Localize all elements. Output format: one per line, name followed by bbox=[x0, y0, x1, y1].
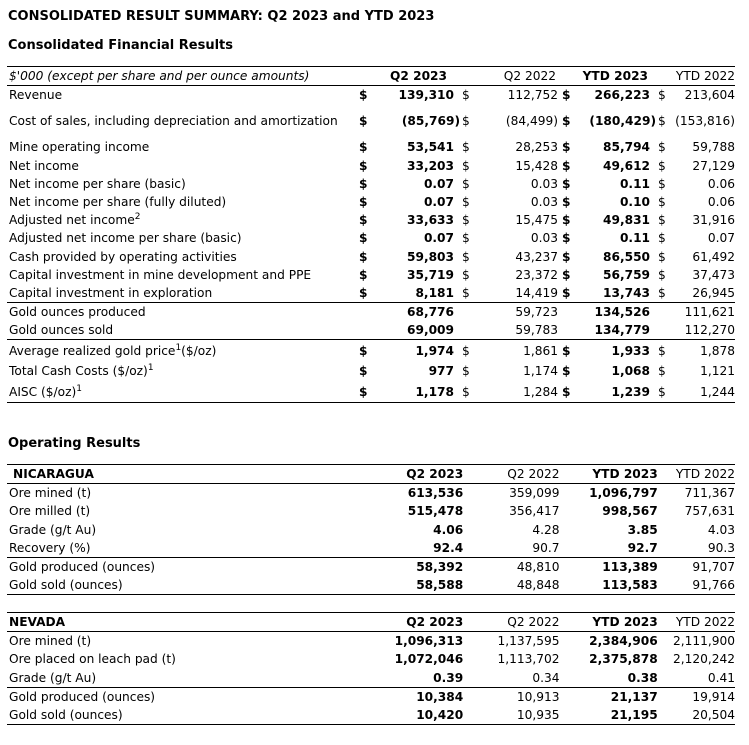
row-label: Gold sold (ounces) bbox=[7, 706, 378, 725]
column-header-ytd-2022: YTD 2022 bbox=[658, 67, 735, 86]
currency-symbol: $ bbox=[359, 176, 368, 191]
value-ytd-2022: 1,878 bbox=[672, 340, 735, 361]
value-q2-2022: 48,810 bbox=[463, 557, 559, 576]
footnote-marker: 1 bbox=[147, 363, 154, 374]
currency-symbol: $ bbox=[562, 213, 571, 228]
row-label: Gold ounces sold bbox=[9, 323, 114, 338]
currency-symbol: $ bbox=[558, 340, 574, 361]
table-row bbox=[7, 361, 735, 382]
row-label bbox=[7, 340, 359, 361]
value-q2-2022: 0.03 bbox=[530, 176, 559, 191]
row-label: Cost of sales, including depreciation and amortization bbox=[9, 114, 338, 129]
table-row bbox=[7, 539, 735, 558]
empty-cell bbox=[462, 321, 476, 340]
value-q2-2023: 1,096,313 bbox=[394, 634, 464, 649]
value-ytd-2023: 21,137 bbox=[559, 687, 657, 706]
value-ytd-2022: 213,604 bbox=[684, 88, 736, 103]
value-ytd-2023: 0.10 bbox=[619, 195, 651, 210]
value-ytd-2023: 13,743 bbox=[603, 285, 651, 300]
column-header-q2-2022: Q2 2022 bbox=[462, 67, 558, 86]
currency-symbol: $ bbox=[462, 114, 470, 129]
value-ytd-2023: 134,526 bbox=[574, 303, 658, 322]
value-ytd-2023: 0.38 bbox=[627, 670, 658, 685]
column-header-label: $'000 (except per share and per ounce amounts) bbox=[7, 67, 359, 86]
footnote-marker: 1 bbox=[76, 383, 83, 394]
value-ytd-2022: 2,111,900 bbox=[672, 634, 735, 649]
value-ytd-2023: 49,612 bbox=[603, 158, 651, 173]
currency-symbol: $ bbox=[562, 267, 571, 282]
table-row bbox=[7, 521, 735, 539]
empty-cell bbox=[658, 321, 672, 340]
table-row bbox=[7, 104, 735, 138]
currency-symbol: $ bbox=[658, 249, 666, 264]
value-ytd-2023: 1,096,797 bbox=[589, 486, 658, 501]
value-ytd-2022: 0.41 bbox=[707, 670, 735, 685]
value-ytd-2022: 711,367 bbox=[684, 486, 735, 501]
table-row bbox=[7, 706, 735, 725]
currency-symbol: $ bbox=[658, 231, 666, 246]
value-q2-2023: 33,203 bbox=[406, 158, 455, 173]
value-ytd-2022: 0.07 bbox=[707, 231, 736, 246]
row-label: Recovery (%) bbox=[9, 540, 91, 555]
currency-symbol: $ bbox=[462, 176, 470, 191]
currency-symbol: $ bbox=[462, 231, 470, 246]
currency-symbol: $ bbox=[359, 249, 368, 264]
currency-symbol: $ bbox=[658, 364, 666, 379]
table-row bbox=[7, 669, 735, 688]
value-ytd-2023: (180,429) bbox=[589, 114, 657, 129]
currency-symbol: $ bbox=[462, 381, 476, 402]
value-q2-2023: 613,536 bbox=[407, 486, 464, 501]
value-q2-2022: 90.7 bbox=[532, 540, 560, 555]
currency-symbol: $ bbox=[359, 158, 368, 173]
column-header-q2-2022: Q2 2022 bbox=[463, 613, 559, 632]
row-label: Gold produced (ounces) bbox=[7, 687, 378, 706]
column-header-q2-2022: Q2 2022 bbox=[463, 465, 559, 484]
currency-symbol: $ bbox=[359, 364, 368, 379]
empty-cell bbox=[359, 321, 377, 340]
currency-symbol: $ bbox=[462, 88, 470, 103]
value-q2-2023: 1,178 bbox=[377, 381, 462, 402]
table-row bbox=[7, 229, 735, 247]
value-q2-2023: 0.07 bbox=[423, 176, 455, 191]
value-q2-2022: 43,237 bbox=[515, 249, 559, 264]
page-title: CONSOLIDATED RESULT SUMMARY: Q2 2023 and YTD 2023 bbox=[8, 9, 435, 24]
row-label bbox=[7, 361, 359, 382]
value-q2-2022: 1,284 bbox=[476, 381, 558, 402]
currency-symbol: $ bbox=[562, 249, 571, 264]
table-row bbox=[7, 557, 735, 576]
row-label: Capital investment in mine development and PPE bbox=[9, 267, 312, 282]
currency-symbol: $ bbox=[462, 340, 476, 361]
table-row bbox=[7, 632, 735, 651]
row-label-text: Adjusted net income bbox=[9, 213, 135, 228]
currency-symbol: $ bbox=[359, 340, 377, 361]
value-q2-2023: 92.4 bbox=[433, 540, 464, 555]
value-q2-2023: 0.07 bbox=[423, 195, 455, 210]
value-ytd-2022: 61,492 bbox=[692, 249, 736, 264]
value-ytd-2023: 134,779 bbox=[594, 323, 651, 338]
currency-symbol: $ bbox=[359, 381, 377, 402]
row-label-text: Average realized gold price bbox=[9, 343, 176, 358]
currency-symbol: $ bbox=[562, 140, 571, 155]
value-ytd-2023: 113,389 bbox=[559, 557, 657, 576]
table-row bbox=[7, 321, 735, 340]
value-q2-2023: 69,009 bbox=[406, 323, 455, 338]
currency-symbol: $ bbox=[462, 249, 470, 264]
row-label: Gold ounces produced bbox=[7, 303, 359, 322]
value-q2-2022: 1,861 bbox=[476, 340, 558, 361]
value-q2-2022: 48,848 bbox=[463, 576, 559, 595]
currency-symbol: $ bbox=[658, 114, 666, 129]
column-header-ytd-2022: YTD 2022 bbox=[658, 465, 735, 484]
value-q2-2022: 112,752 bbox=[507, 88, 559, 103]
value-q2-2023: 139,310 bbox=[398, 88, 455, 103]
table-row bbox=[7, 340, 735, 361]
value-q2-2022: 15,475 bbox=[515, 213, 559, 228]
value-ytd-2022: 757,631 bbox=[684, 504, 735, 519]
table-row bbox=[7, 303, 735, 322]
currency-symbol: $ bbox=[562, 195, 571, 210]
row-label: Net income per share (basic) bbox=[9, 176, 186, 191]
row-label: Net income bbox=[9, 158, 79, 173]
row-label: Grade (g/t Au) bbox=[9, 670, 97, 685]
row-label: Ore mined (t) bbox=[9, 634, 92, 649]
value-q2-2023: 0.07 bbox=[423, 231, 455, 246]
currency-symbol: $ bbox=[562, 231, 571, 246]
table-row bbox=[7, 576, 735, 595]
column-header-ytd-2022: YTD 2022 bbox=[658, 613, 735, 632]
value-ytd-2022: 2,120,242 bbox=[672, 652, 735, 667]
value-q2-2022: 359,099 bbox=[509, 486, 560, 501]
value-q2-2022: 0.03 bbox=[530, 195, 559, 210]
value-q2-2023: 58,392 bbox=[378, 557, 463, 576]
value-q2-2023: 1,072,046 bbox=[394, 652, 464, 667]
row-label: Mine operating income bbox=[9, 140, 150, 155]
row-label-suffix: ($/oz) bbox=[181, 343, 217, 358]
table-row bbox=[7, 86, 735, 105]
value-ytd-2022: 91,707 bbox=[658, 557, 735, 576]
value-q2-2023: (85,769) bbox=[401, 114, 461, 129]
row-label: Cash provided by operating activities bbox=[9, 249, 237, 264]
table-row bbox=[7, 248, 735, 266]
value-q2-2023: 1,974 bbox=[377, 340, 462, 361]
value-ytd-2022: 31,916 bbox=[692, 213, 736, 228]
currency-symbol: $ bbox=[658, 88, 666, 103]
currency-symbol: $ bbox=[562, 158, 571, 173]
value-ytd-2023: 0.11 bbox=[619, 176, 651, 191]
value-ytd-2022: 59,788 bbox=[692, 140, 736, 155]
currency-symbol: $ bbox=[658, 213, 666, 228]
currency-symbol: $ bbox=[658, 381, 672, 402]
value-ytd-2023: 85,794 bbox=[603, 140, 651, 155]
value-q2-2022: 10,913 bbox=[463, 687, 559, 706]
value-q2-2023: 0.39 bbox=[433, 670, 464, 685]
value-ytd-2023: 1,068 bbox=[611, 364, 651, 379]
currency-symbol: $ bbox=[562, 114, 571, 129]
value-q2-2023: 10,384 bbox=[378, 687, 463, 706]
value-ytd-2022: 91,766 bbox=[658, 576, 735, 595]
value-ytd-2022: 1,121 bbox=[700, 364, 736, 379]
value-q2-2022: 10,935 bbox=[463, 706, 559, 725]
value-ytd-2022: 90.3 bbox=[707, 540, 735, 555]
value-ytd-2023: 3.85 bbox=[627, 522, 658, 537]
value-q2-2022: 59,783 bbox=[515, 323, 559, 338]
value-q2-2022: 356,417 bbox=[509, 504, 560, 519]
value-ytd-2022: 112,270 bbox=[684, 323, 736, 338]
value-ytd-2022: 1,244 bbox=[672, 381, 735, 402]
region-label: NICARAGUA bbox=[7, 465, 378, 484]
currency-symbol: $ bbox=[462, 213, 470, 228]
value-q2-2023: 977 bbox=[428, 364, 455, 379]
table-row bbox=[7, 381, 735, 402]
currency-symbol: $ bbox=[658, 195, 666, 210]
value-q2-2022: 0.34 bbox=[532, 670, 560, 685]
currency-symbol: $ bbox=[658, 140, 666, 155]
value-ytd-2023: 266,223 bbox=[594, 88, 651, 103]
value-ytd-2022: 26,945 bbox=[692, 285, 736, 300]
footnote-marker: 1 bbox=[175, 342, 182, 353]
empty-cell bbox=[658, 303, 672, 322]
table-header-row bbox=[7, 613, 735, 632]
value-q2-2023: 4.06 bbox=[433, 522, 464, 537]
currency-symbol: $ bbox=[462, 267, 470, 282]
currency-symbol: $ bbox=[359, 285, 368, 300]
currency-symbol: $ bbox=[359, 88, 368, 103]
table-row bbox=[7, 266, 735, 284]
value-q2-2022: 59,723 bbox=[476, 303, 558, 322]
value-q2-2022: 1,174 bbox=[523, 364, 559, 379]
currency-symbol: $ bbox=[562, 364, 571, 379]
row-label: Adjusted net income per share (basic) bbox=[9, 231, 242, 246]
value-q2-2022: 1,137,595 bbox=[497, 634, 560, 649]
operating-results-heading: Operating Results bbox=[8, 436, 141, 451]
table-row bbox=[7, 687, 735, 706]
value-ytd-2023: 86,550 bbox=[603, 249, 651, 264]
value-q2-2022: 0.03 bbox=[530, 231, 559, 246]
currency-symbol: $ bbox=[359, 231, 368, 246]
value-ytd-2023: 113,583 bbox=[559, 576, 657, 595]
value-ytd-2023: 2,375,878 bbox=[589, 652, 658, 667]
table-row bbox=[7, 175, 735, 193]
row-label: Net income per share (fully diluted) bbox=[9, 195, 227, 210]
empty-cell bbox=[558, 303, 574, 322]
value-q2-2023: 8,181 bbox=[415, 285, 455, 300]
value-ytd-2022: 4.03 bbox=[707, 522, 735, 537]
currency-symbol: $ bbox=[462, 285, 470, 300]
row-label-text: Total Cash Costs ($/oz) bbox=[9, 364, 148, 379]
consolidated-financial-table bbox=[7, 66, 735, 403]
currency-symbol: $ bbox=[558, 381, 574, 402]
row-label bbox=[7, 381, 359, 402]
value-ytd-2023: 1,239 bbox=[574, 381, 658, 402]
currency-symbol: $ bbox=[658, 176, 666, 191]
nevada-operating-table bbox=[7, 612, 735, 725]
value-ytd-2023: 56,759 bbox=[603, 267, 651, 282]
value-ytd-2022: 0.06 bbox=[707, 195, 736, 210]
value-ytd-2022: 27,129 bbox=[692, 158, 736, 173]
currency-symbol: $ bbox=[658, 340, 672, 361]
column-header-q2-2023: Q2 2023 bbox=[359, 67, 462, 86]
table-row bbox=[7, 484, 735, 503]
currency-symbol: $ bbox=[359, 140, 368, 155]
footnote-marker: 2 bbox=[134, 212, 141, 223]
column-header-ytd-2023: YTD 2023 bbox=[559, 613, 657, 632]
currency-symbol: $ bbox=[658, 267, 666, 282]
value-q2-2022: 28,253 bbox=[515, 140, 559, 155]
value-ytd-2022: 37,473 bbox=[692, 267, 736, 282]
currency-symbol: $ bbox=[462, 140, 470, 155]
consolidated-heading: Consolidated Financial Results bbox=[8, 38, 234, 53]
value-ytd-2022: (153,816) bbox=[675, 114, 736, 129]
column-header-q2-2023: Q2 2023 bbox=[378, 613, 463, 632]
value-ytd-2023: 1,933 bbox=[574, 340, 658, 361]
currency-symbol: $ bbox=[359, 267, 368, 282]
value-q2-2023: 10,420 bbox=[378, 706, 463, 725]
currency-symbol: $ bbox=[359, 213, 368, 228]
value-ytd-2022: 111,621 bbox=[672, 303, 735, 322]
column-header-q2-2023: Q2 2023 bbox=[378, 465, 463, 484]
row-label: Revenue bbox=[9, 88, 63, 103]
table-row bbox=[7, 193, 735, 211]
currency-symbol: $ bbox=[462, 364, 470, 379]
currency-symbol: $ bbox=[658, 158, 666, 173]
value-ytd-2023: 92.7 bbox=[627, 540, 658, 555]
row-label: Grade (g/t Au) bbox=[9, 522, 97, 537]
row-label: Gold produced (ounces) bbox=[7, 557, 378, 576]
currency-symbol: $ bbox=[562, 88, 571, 103]
row-label-text: AISC ($/oz) bbox=[9, 384, 77, 399]
currency-symbol: $ bbox=[359, 195, 368, 210]
row-label: Gold sold (ounces) bbox=[7, 576, 378, 595]
value-ytd-2023: 49,831 bbox=[603, 213, 651, 228]
value-ytd-2023: 998,567 bbox=[602, 504, 658, 519]
empty-cell bbox=[359, 303, 377, 322]
value-q2-2022: (84,499) bbox=[505, 114, 559, 129]
currency-symbol: $ bbox=[658, 285, 666, 300]
empty-cell bbox=[462, 303, 476, 322]
value-q2-2023: 515,478 bbox=[407, 504, 464, 519]
value-q2-2023: 53,541 bbox=[406, 140, 455, 155]
nicaragua-operating-table bbox=[7, 464, 735, 595]
value-q2-2022: 15,428 bbox=[515, 158, 559, 173]
row-label: Ore milled (t) bbox=[9, 504, 91, 519]
currency-symbol: $ bbox=[359, 114, 368, 129]
value-q2-2022: 14,419 bbox=[515, 285, 559, 300]
table-header-row bbox=[7, 67, 735, 86]
table-row bbox=[7, 211, 735, 229]
region-label: NEVADA bbox=[7, 613, 378, 632]
value-q2-2023: 68,776 bbox=[377, 303, 462, 322]
value-q2-2023: 58,588 bbox=[378, 576, 463, 595]
column-header-ytd-2023: YTD 2023 bbox=[558, 67, 658, 86]
value-ytd-2022: 0.06 bbox=[707, 176, 736, 191]
column-header-ytd-2023: YTD 2023 bbox=[559, 465, 657, 484]
row-label: Ore placed on leach pad (t) bbox=[9, 652, 176, 667]
table-row bbox=[7, 284, 735, 303]
value-q2-2022: 23,372 bbox=[515, 267, 559, 282]
value-ytd-2022: 19,914 bbox=[658, 687, 735, 706]
row-label: Capital investment in exploration bbox=[9, 285, 213, 300]
value-q2-2023: 33,633 bbox=[406, 213, 455, 228]
table-row bbox=[7, 138, 735, 156]
value-ytd-2023: 2,384,906 bbox=[589, 634, 658, 649]
value-q2-2023: 35,719 bbox=[406, 267, 455, 282]
value-ytd-2022: 20,504 bbox=[658, 706, 735, 725]
currency-symbol: $ bbox=[562, 176, 571, 191]
table-row bbox=[7, 157, 735, 175]
empty-cell bbox=[558, 321, 574, 340]
value-ytd-2023: 21,195 bbox=[559, 706, 657, 725]
table-row bbox=[7, 502, 735, 520]
row-label bbox=[7, 211, 359, 229]
currency-symbol: $ bbox=[462, 195, 470, 210]
value-q2-2023: 59,803 bbox=[406, 249, 455, 264]
currency-symbol: $ bbox=[462, 158, 470, 173]
currency-symbol: $ bbox=[562, 285, 571, 300]
row-label: Ore mined (t) bbox=[9, 486, 92, 501]
table-row bbox=[7, 650, 735, 668]
value-q2-2022: 4.28 bbox=[532, 522, 560, 537]
table-header-row bbox=[7, 465, 735, 484]
value-ytd-2023: 0.11 bbox=[619, 231, 651, 246]
value-q2-2022: 1,113,702 bbox=[497, 652, 560, 667]
